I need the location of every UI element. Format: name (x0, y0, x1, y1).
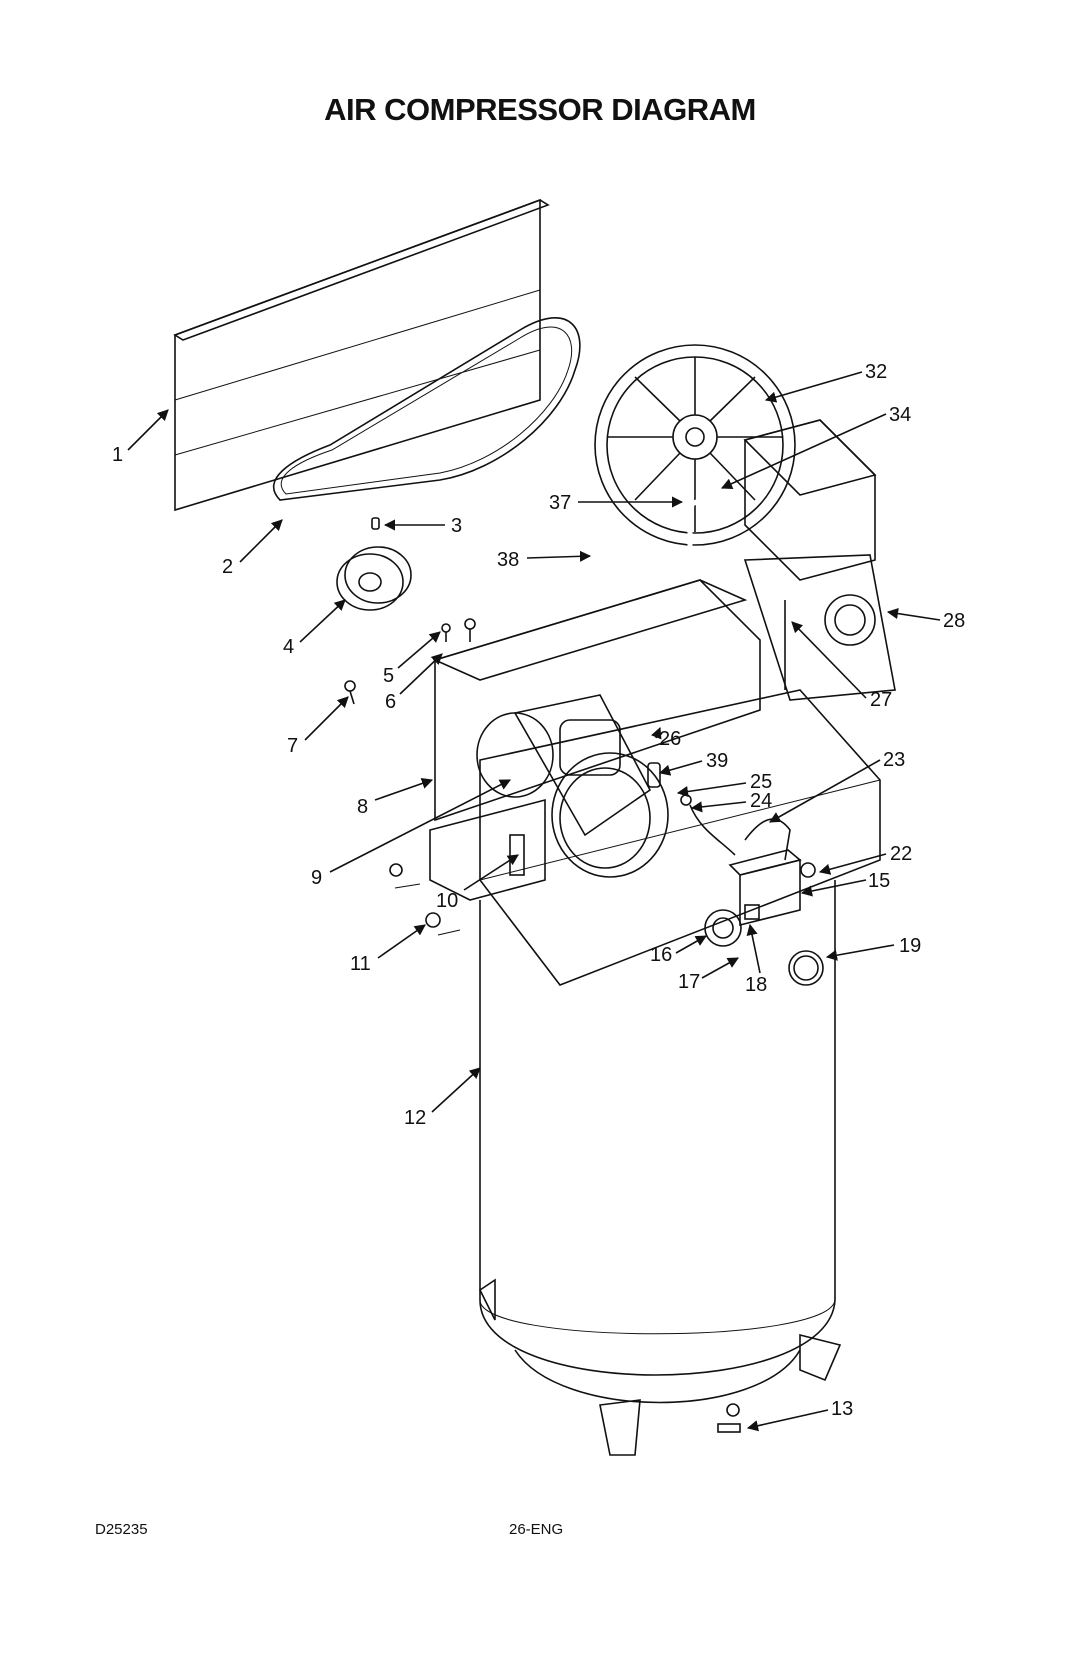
callout-34: 34 (889, 404, 912, 426)
callout-38: 38 (497, 549, 520, 571)
controls-cluster (648, 763, 823, 985)
tank-platform (430, 690, 880, 985)
callout-37: 37 (549, 492, 572, 514)
callout-23: 23 (883, 749, 906, 771)
small-fasteners (345, 619, 475, 704)
callout-3: 3 (451, 515, 463, 537)
page-title: AIR COMPRESSOR DIAGRAM (324, 92, 756, 127)
callout-labels (112, 361, 965, 1428)
callout-7: 7 (287, 735, 299, 757)
callout-24: 24 (750, 790, 773, 812)
callout-32: 32 (865, 361, 888, 383)
callout-16: 16 (650, 944, 673, 966)
page-number: 26-ENG (509, 1521, 564, 1538)
drive-belt (274, 318, 580, 500)
callout-6: 6 (385, 691, 397, 713)
callout-27: 27 (870, 689, 893, 711)
callout-2: 2 (222, 556, 234, 578)
callout-15: 15 (868, 870, 891, 892)
document-number: D25235 (95, 1521, 148, 1538)
callout-10: 10 (436, 890, 459, 912)
drain-valve (718, 1404, 740, 1432)
compressor-pump (745, 420, 895, 700)
callout-12: 12 (404, 1107, 427, 1129)
callout-8: 8 (357, 796, 369, 818)
callout-11: 11 (350, 953, 371, 975)
air-tank (480, 880, 840, 1455)
callout-18: 18 (745, 974, 768, 996)
callout-9: 9 (311, 867, 323, 889)
callout-28: 28 (943, 610, 966, 632)
cooling-shroud (435, 580, 760, 820)
callout-5: 5 (383, 665, 395, 687)
callout-26: 26 (659, 728, 682, 750)
electric-motor (477, 695, 668, 877)
key-part (372, 518, 379, 529)
callout-39: 39 (706, 750, 729, 772)
callout-19: 19 (899, 935, 922, 957)
callout-1: 1 (112, 444, 124, 466)
motor-pulley (337, 547, 411, 610)
callout-4: 4 (283, 636, 295, 658)
callout-25: 25 (750, 771, 773, 793)
callout-17: 17 (678, 971, 701, 993)
callout-22: 22 (890, 843, 913, 865)
discharge-tube (594, 498, 705, 710)
callout-13: 13 (831, 1398, 854, 1420)
pump-flywheel (595, 345, 795, 545)
